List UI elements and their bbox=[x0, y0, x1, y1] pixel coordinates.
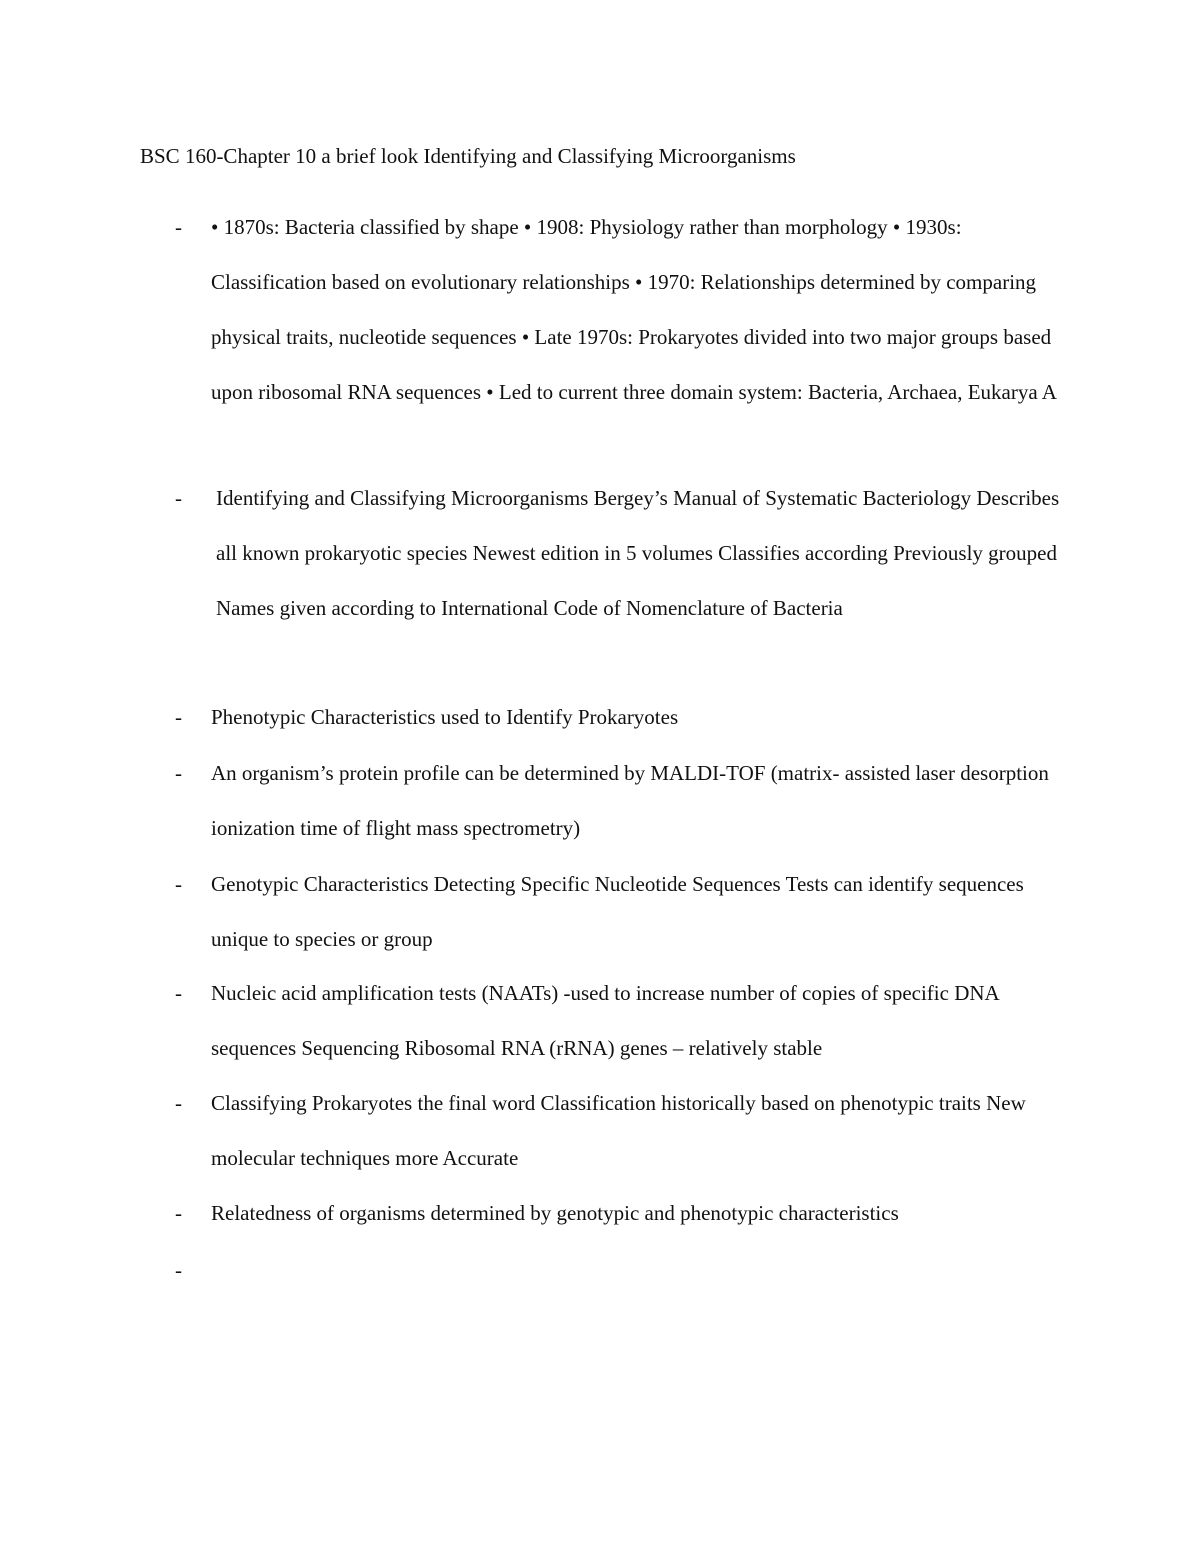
list-item-text: An organism’s protein profile can be determined by MALDI-TOF (matrix- assisted laser desorption ionization time of flight mass spectrometry) bbox=[211, 761, 1049, 840]
list-dash: - bbox=[175, 1258, 182, 1282]
list-item-text: Relatedness of organisms determined by genotypic and phenotypic characteristics bbox=[211, 1201, 899, 1225]
list-dash: - bbox=[175, 1201, 182, 1225]
document-title: BSC 160-Chapter 10 a brief look Identifying and Classifying Microorganisms bbox=[140, 144, 796, 168]
list-item-text: • 1870s: Bacteria classified by shape • 1908: Physiology rather than morphology • 1930s: Classification based on evolutionary relationships • 1970: Relationships determined by comparing physical traits, nucleotide sequences • Late 1970s: Prokaryotes divided into two major groups based upon ribosomal RNA sequences • Led to current three domain system: Bacteria, Archaea, Eukarya A bbox=[211, 215, 1057, 404]
list-item-text: Nucleic acid amplification tests (NAATs) -used to increase number of copies of specific DNA sequences Sequencing Ribosomal RNA (rRNA) genes – relatively stable bbox=[211, 981, 999, 1060]
list-dash: - bbox=[175, 486, 182, 510]
list-dash: - bbox=[175, 215, 182, 239]
list-item-text: Identifying and Classifying Microorganisms Bergey’s Manual of Systematic Bacteriology Describes all known prokaryotic species Newest edition in 5 volumes Classifies according Previously grouped Names given according to International Code of Nomenclature of Bacteria bbox=[216, 486, 1060, 620]
list-item-text: Classifying Prokaryotes the final word Classification historically based on phenotypic traits New molecular techniques more Accurate bbox=[211, 1091, 1026, 1170]
list-item-text: Phenotypic Characteristics used to Identify Prokaryotes bbox=[211, 705, 679, 729]
list-item-text: Genotypic Characteristics Detecting Specific Nucleotide Sequences Tests can identify sequences unique to species or group bbox=[211, 872, 1024, 951]
list-dash: - bbox=[175, 1091, 182, 1115]
list-dash: - bbox=[175, 981, 182, 1005]
list-dash: - bbox=[175, 705, 182, 729]
list-dash: - bbox=[175, 872, 182, 896]
list-dash: - bbox=[175, 761, 182, 785]
